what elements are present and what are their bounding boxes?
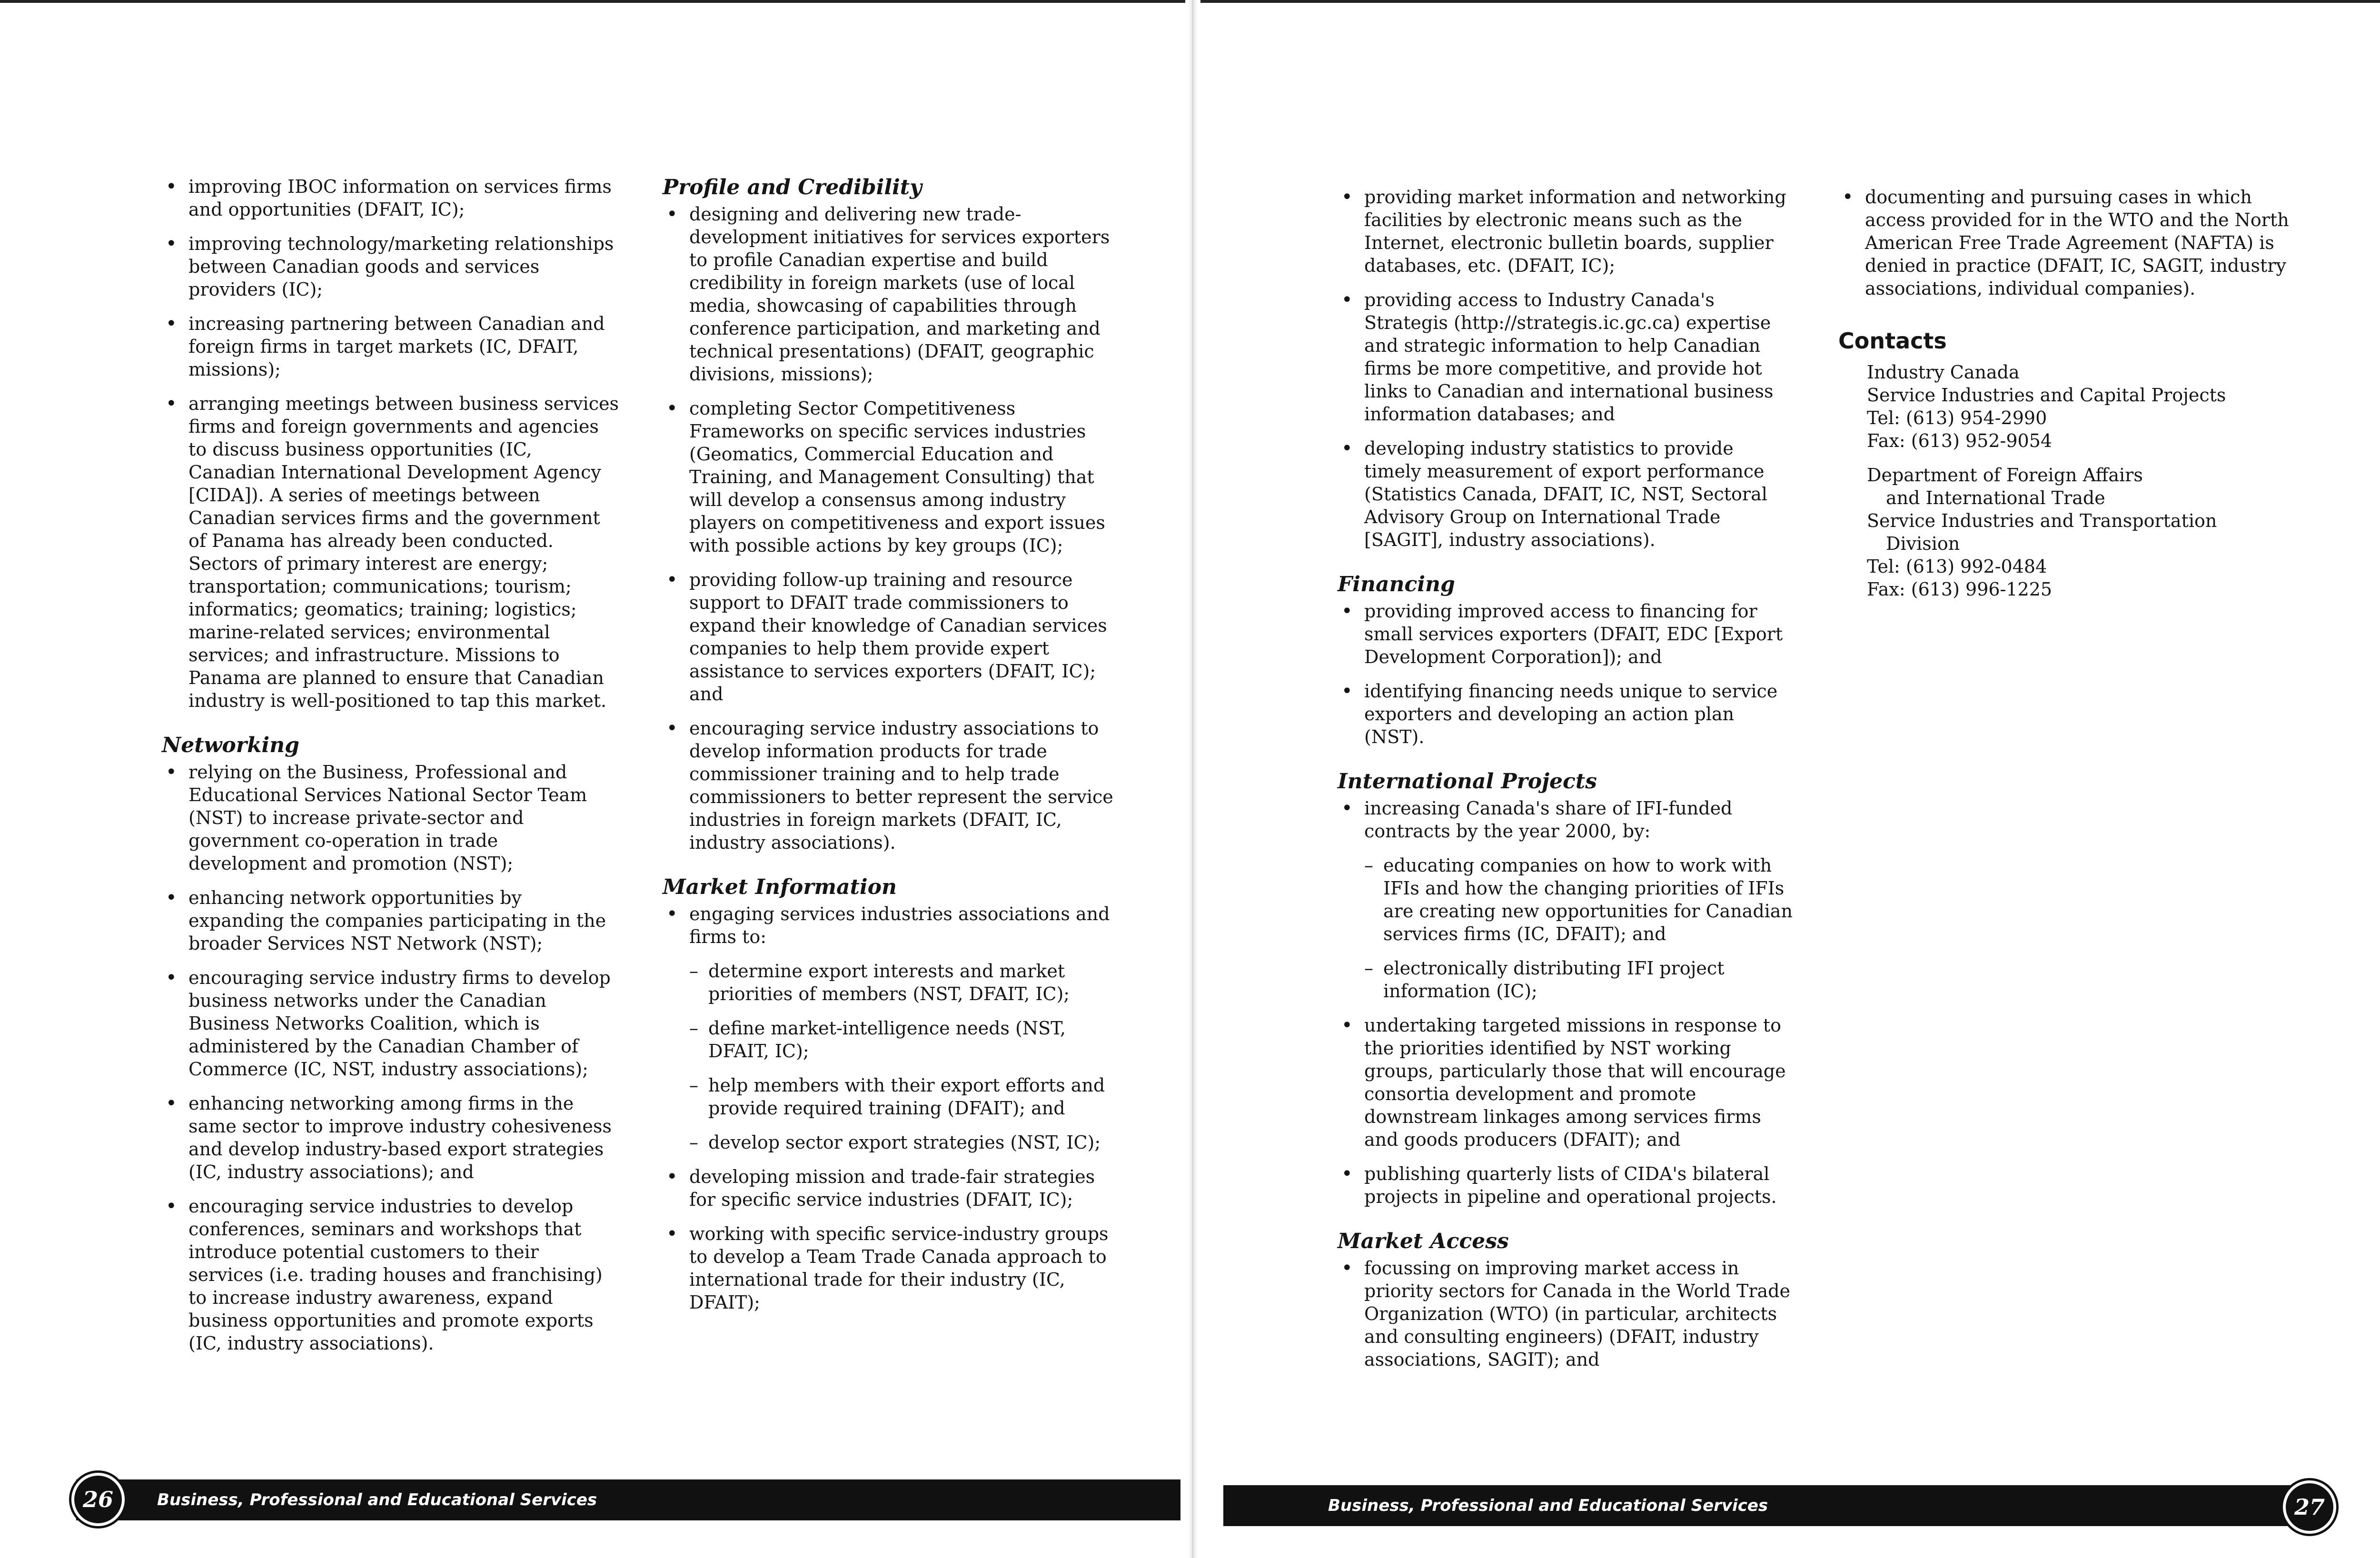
list-item: • designing and delivering new trade-development initiatives for services exporters to profile Canadian expertise and build credibility in foreign markets (use of local media, showcasing of capabilities through conference participation, and marketing and technical presentations) (DFAIT, geographic divisions, missions);	[663, 203, 1120, 386]
sub-dash-list	[1364, 854, 1795, 1002]
column-3	[1338, 186, 1795, 1382]
list-item: • providing improved access to financing for small services exporters (DFAIT, EDC [Export Development Corporation]); and	[1338, 600, 1795, 668]
contact-industry-canada	[1838, 361, 2295, 452]
footer-bar-left	[76, 1479, 1180, 1520]
list-item: • developing mission and trade-fair strategies for specific service industries (DFAIT, IC);	[663, 1165, 1120, 1211]
contact-organization-continued: and International Trade	[1886, 487, 2105, 508]
sub-dash-list	[689, 960, 1120, 1154]
list-item: • publishing quarterly lists of CIDA's bilateral projects in pipeline and operational projects.	[1338, 1162, 1795, 1208]
footer-bar-right	[1223, 1485, 2304, 1526]
networking-bullet-list	[162, 761, 619, 1355]
column-1	[162, 175, 619, 1366]
intro-bullet-list	[162, 175, 619, 712]
profile-bullet-list	[663, 203, 1120, 854]
list-item: • enhancing network opportunities by expanding the companies participating in the broader Services NST Network (NST);	[162, 886, 619, 955]
section-heading-networking: Networking	[162, 733, 299, 757]
page-top-edge	[1200, 0, 2380, 3]
right-page	[1193, 0, 2380, 1558]
list-item: • increasing partnering between Canadian and foreign firms in target markets (IC, DFAIT, missions);	[162, 312, 619, 381]
information-bullet-list	[1338, 186, 1795, 551]
list-item: • identifying financing needs unique to service exporters and developing an action plan (NST).	[1338, 680, 1795, 748]
sub-list-item: – define market-intelligence needs (NST, DFAIT, IC);	[689, 1017, 1120, 1062]
list-item: • developing industry statistics to provide timely measurement of export performance (Statistics Canada, DFAIT, IC, NST, Sectoral Advisory Group on International Trade [SAGIT], industry associations).	[1338, 437, 1795, 551]
sub-list-item: – develop sector export strategies (NST, IC);	[689, 1131, 1120, 1154]
market-access-bullet-list-continued	[1838, 186, 2295, 300]
list-item: • improving technology/marketing relationships between Canadian goods and services providers (IC);	[162, 232, 619, 301]
contact-organization: Department of Foreign Affairs	[1867, 465, 2143, 486]
list-item: • improving IBOC information on services firms and opportunities (DFAIT, IC);	[162, 175, 619, 221]
section-heading-financing: Financing	[1338, 572, 1455, 596]
market-access-bullet-list	[1338, 1257, 1795, 1371]
list-item: • encouraging service industry firms to develop business networks under the Canadian Business Networks Coalition, which is administered by the Canadian Chamber of Commerce (IC, NST, industry associations);	[162, 966, 619, 1081]
contact-organization: Industry Canada	[1867, 362, 2020, 383]
contact-fax: Fax: (613) 952-9054	[1867, 430, 2053, 451]
list-item: • undertaking targeted missions in response to the priorities identified by NST working groups, particularly those that will encourage consortia development and promote downstream linkages among services firms and goods producers (DFAIT); and	[1338, 1014, 1795, 1151]
list-item: • providing access to Industry Canada's Strategis (http://strategis.ic.gc.ca) expertise and strategic information to help Canadian firms be more competitive, and provide hot links to Canadian and international business information databases; and	[1338, 288, 1795, 426]
contact-dfait	[1838, 464, 2295, 601]
page-number-right: 27	[2283, 1480, 2336, 1534]
list-item: • providing follow-up training and resource support to DFAIT trade commissioners to expand their knowledge of Canadian services companies to help them provide expert assistance to services exporters (DFAIT, IC); and	[663, 568, 1120, 705]
footer-title: Business, Professional and Educational Services	[1328, 1496, 1768, 1515]
section-heading-profile: Profile and Credibility	[663, 175, 922, 199]
list-item	[1338, 797, 1795, 1002]
contact-telephone: Tel: (613) 992-0484	[1867, 556, 2047, 577]
list-item: • enhancing networking among firms in the same sector to improve industry cohesiveness and develop industry-based export strategies (IC, industry associations); and	[162, 1092, 619, 1183]
international-projects-bullet-list	[1338, 797, 1795, 1208]
list-item: • completing Sector Competitiveness Frameworks on specific services industries (Geomatics, Commercial Education and Training, and Management Consulting) that will develop a consensus among industry players on competitiveness and export issues with possible actions by key groups (IC);	[663, 397, 1120, 557]
contact-branch-continued: Division	[1886, 533, 1960, 554]
sub-list-item: – help members with their export efforts and provide required training (DFAIT); and	[689, 1074, 1120, 1120]
contact-branch: Service Industries and Capital Projects	[1867, 385, 2226, 406]
contact-branch: Service Industries and Transportation	[1867, 510, 2217, 531]
list-item: • relying on the Business, Professional and Educational Services National Sector Team (NST) to increase private-sector and government co-operation in trade development and promotion (NST);	[162, 761, 619, 875]
list-item: • encouraging service industry associations to develop information products for trade commissioner training and to help trade commissioners to better represent the service industries in foreign markets (DFAIT, IC, industry associations).	[663, 717, 1120, 854]
page-top-edge	[0, 0, 1185, 3]
sub-list-item: – determine export interests and market priorities of members (NST, DFAIT, IC);	[689, 960, 1120, 1005]
list-item: • focussing on improving market access in priority sectors for Canada in the World Trade Organization (WTO) (in particular, architects and consulting engineers) (DFAIT, industry associations, SAGIT); and	[1338, 1257, 1795, 1371]
contact-fax: Fax: (613) 996-1225	[1867, 579, 2053, 600]
list-item	[663, 903, 1120, 1154]
contact-telephone: Tel: (613) 954-2990	[1867, 407, 2047, 428]
list-item: • documenting and pursuing cases in which access provided for in the WTO and the North American Free Trade Agreement (NAFTA) is denied in practice (DFAIT, IC, SAGIT, industry associations, individual companies).	[1838, 186, 2295, 300]
sub-list-item: – electronically distributing IFI project information (IC);	[1364, 957, 1795, 1002]
sub-list-item: – educating companies on how to work with IFIs and how the changing priorities of IFIs are creating new opportunities for Canadian services firms (IC, DFAIT); and	[1364, 854, 1795, 945]
financing-bullet-list	[1338, 600, 1795, 748]
section-heading-market-access: Market Access	[1338, 1229, 1509, 1253]
list-item-lead: increasing Canada's share of IFI-funded contracts by the year 2000, by:	[1364, 798, 1733, 842]
column-4	[1838, 186, 2295, 612]
list-item: • providing market information and networking facilities by electronic means such as the Internet, electronic bulletin boards, supplier databases, etc. (DFAIT, IC);	[1338, 186, 1795, 277]
footer-title: Business, Professional and Educational Services	[157, 1490, 597, 1509]
section-heading-contacts: Contacts	[1838, 328, 1947, 354]
market-information-bullet-list	[663, 903, 1120, 1314]
section-heading-market-information: Market Information	[663, 875, 897, 899]
list-item-lead: engaging services industries associations and firms to:	[689, 903, 1110, 947]
section-heading-international-projects: International Projects	[1338, 769, 1597, 794]
page-number-left: 26	[71, 1473, 125, 1526]
list-item: • arranging meetings between business services firms and foreign governments and agencies to discuss business opportunities (IC, Canadian International Development Agency [CIDA]). A series of meetings between Canadian services firms and the government of Panama has already been conducted. Sectors of primary interest are energy; transportation; communications; tourism; informatics; geomatics; training; logistics; marine-related services; environmental services; and infrastructure. Missions to Panama are planned to ensure that Canadian industry is well-positioned to tap this market.	[162, 392, 619, 712]
list-item: • working with specific service-industry groups to develop a Team Trade Canada approach to international trade for their industry (IC, DFAIT);	[663, 1222, 1120, 1314]
list-item: • encouraging service industries to develop conferences, seminars and workshops that introduce potential customers to their services (i.e. trading houses and franchising) to increase industry awareness, expand business opportunities and promote exports (IC, industry associations).	[162, 1195, 619, 1355]
column-2	[663, 175, 1120, 1325]
